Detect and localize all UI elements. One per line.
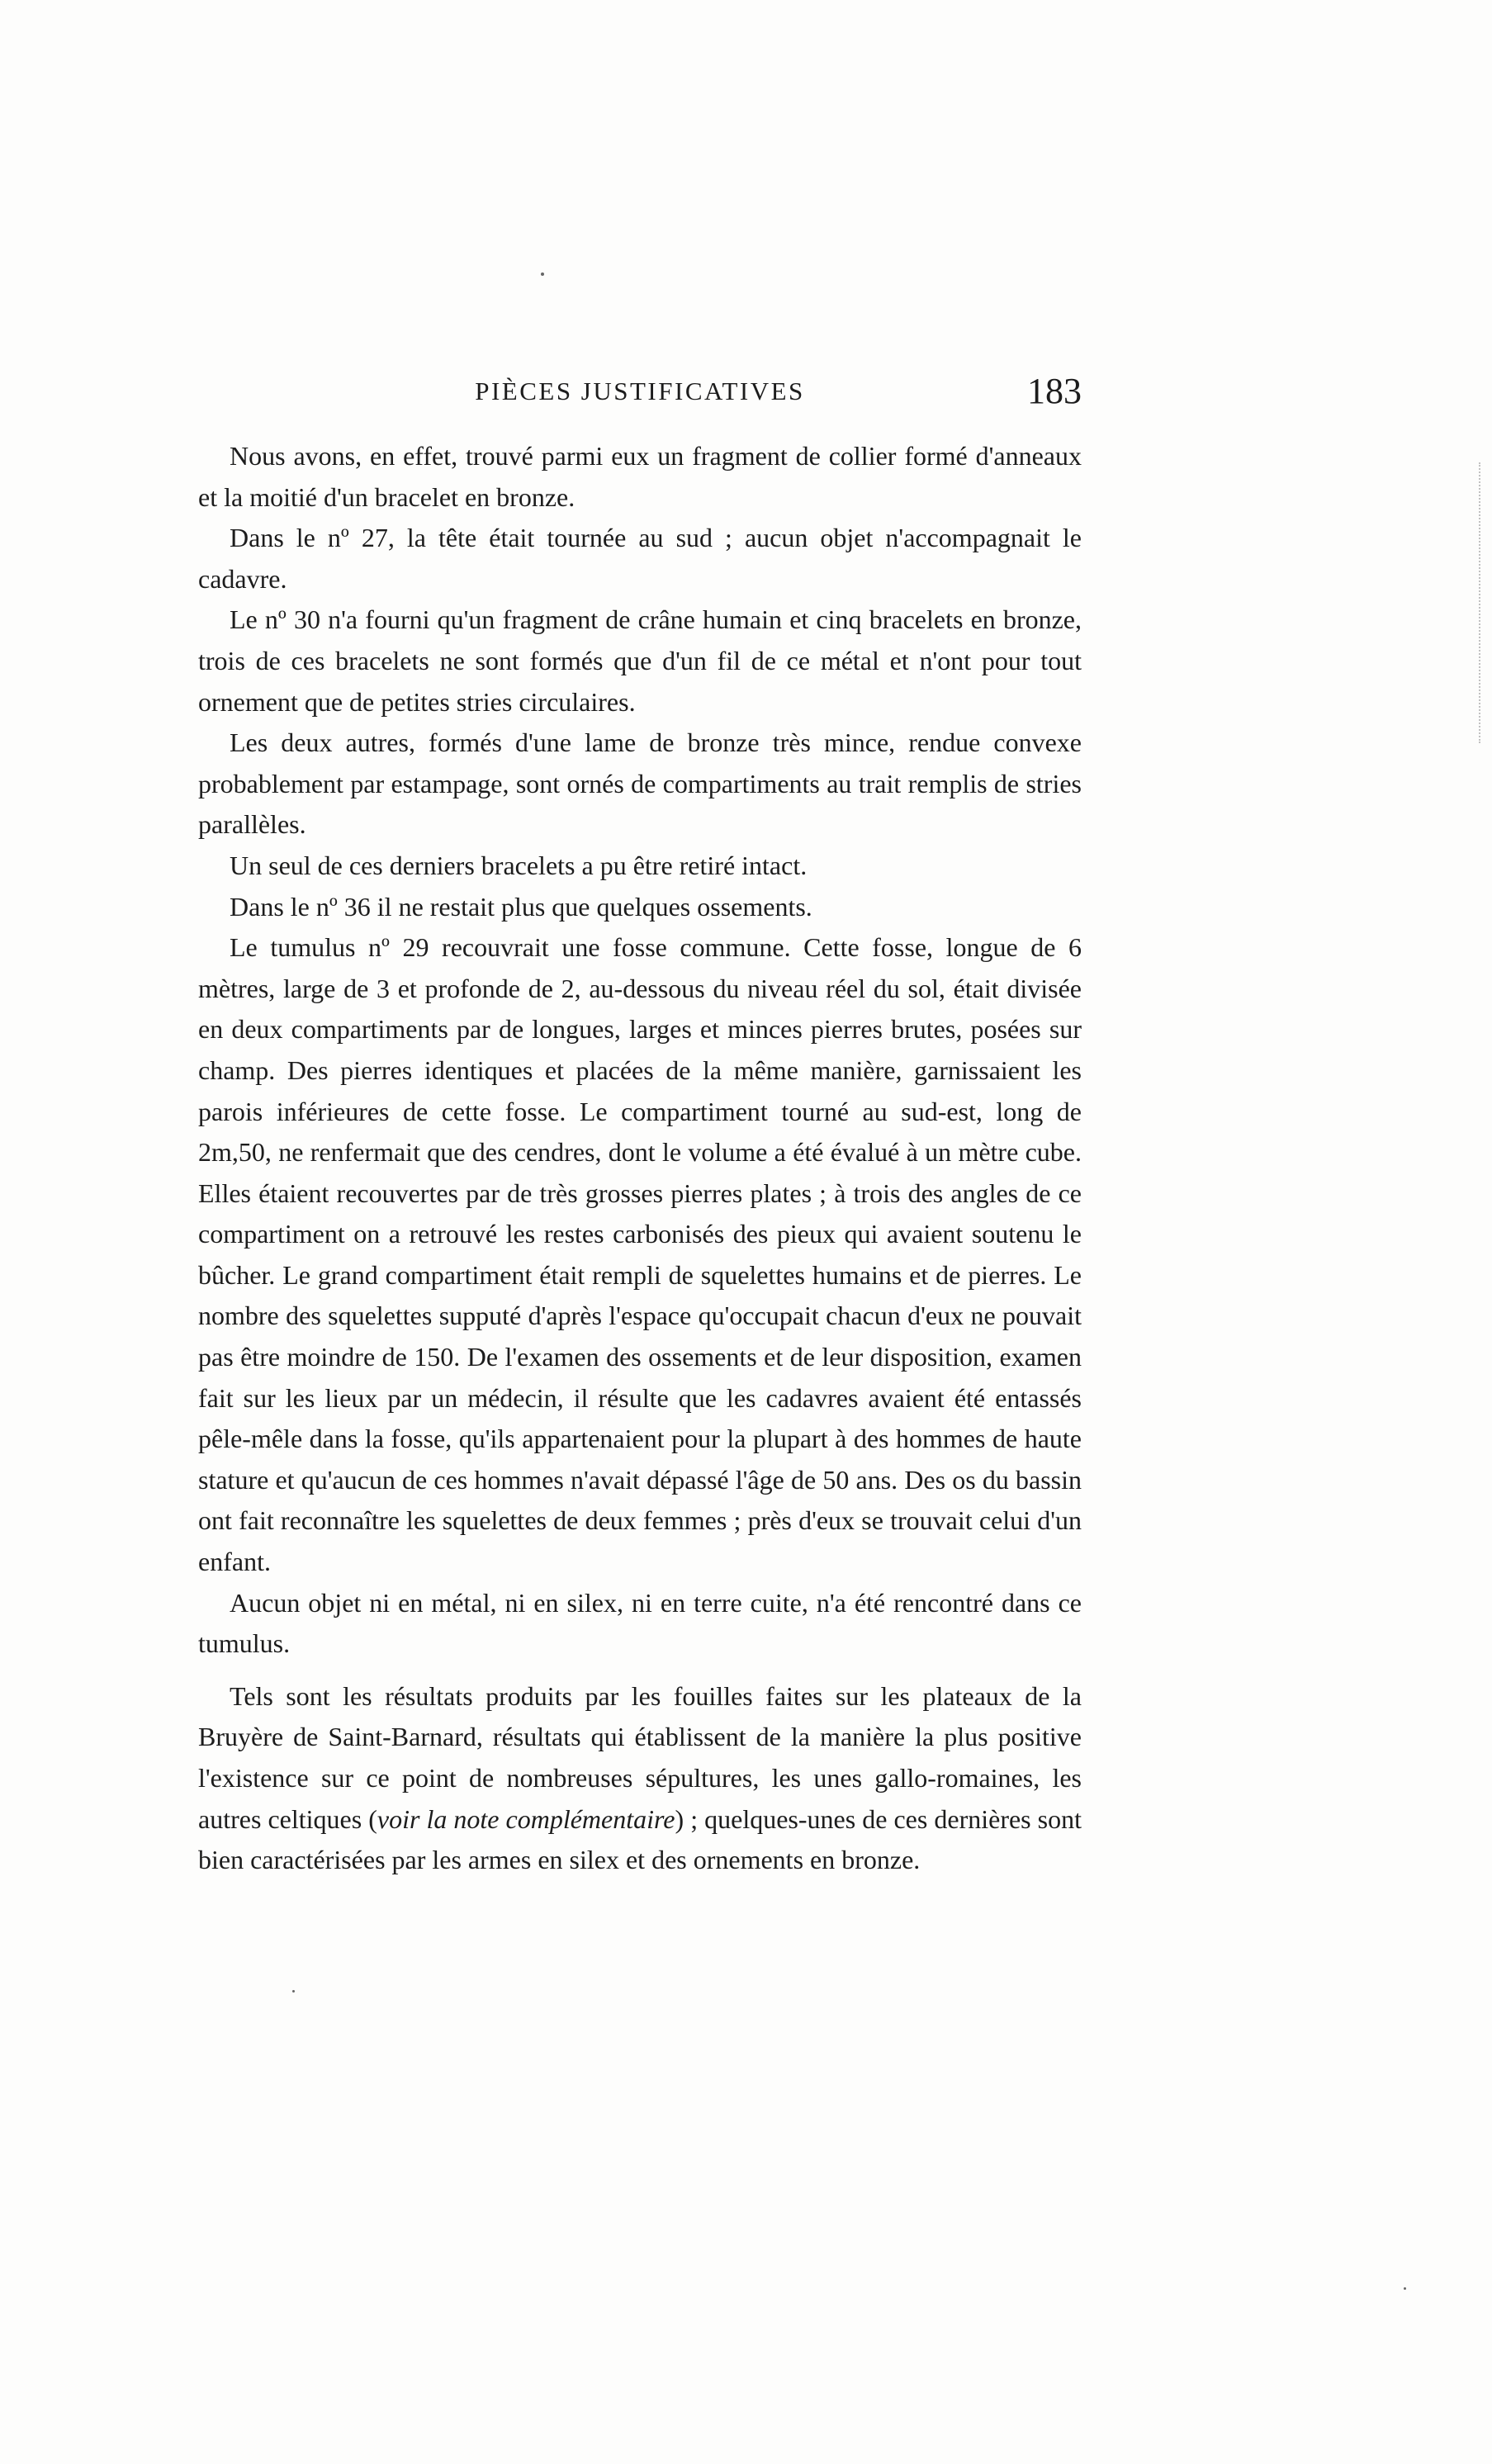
paragraph-8: Aucun objet ni en métal, ni en silex, ni en terre cuite, n'a été rencontré dans ce tumulus. — [198, 1587, 1082, 1659]
paragraph-2: Dans le nº 27, la tête était tournée au sud ; aucun objet n'accompagnait le cadavre. — [198, 523, 1082, 594]
ink-speck — [1404, 2287, 1406, 2290]
paragraph-4: Les deux autres, formés d'une lame de bronze très mince, rendue convexe probablement par estampage, sont ornés de compartiments au trait remplis de stries parallèles. — [198, 727, 1082, 840]
italic-note-reference: voir la note complémentaire — [377, 1803, 675, 1834]
paragraph-5: Un seul de ces derniers bracelets a pu être retiré intact. — [230, 850, 808, 880]
paragraph-9 — [198, 1676, 1082, 1881]
page-edge-marks — [1479, 462, 1492, 743]
ink-speck — [292, 1990, 295, 1993]
paragraph-3: Le nº 30 n'a fourni qu'un fragment de crâne humain et cinq bracelets en bronze, trois de ces bracelets ne sont formés que d'un fil de ce métal et n'ont pour tout ornement que de petites stries circulaires. — [198, 604, 1082, 717]
body-text — [198, 436, 1082, 1881]
paragraph-9-text-start: Tels sont les résultats produits par les fouilles faites sur les plateaux de la Bruyère de Saint-Barnard, résultats qui établissent de la manière la plus positive l'existence sur ce point de nombreuses sépultures, les unes gallo-romaines, les autres celtiques ( — [198, 1680, 1082, 1834]
paragraph-6: Dans le nº 36 il ne restait plus que quelques ossements. — [230, 891, 812, 922]
running-head — [198, 370, 1082, 419]
ink-speck — [541, 272, 544, 276]
running-title: PIÈCES JUSTIFICATIVES — [475, 377, 805, 405]
page-number: 183 — [1027, 371, 1082, 411]
paragraph-7: Le tumulus nº 29 recouvrait une fosse commune. Cette fosse, longue de 6 mètres, large de 3 et profonde de 2, au-dessous du niveau réel du sol, était divisée en deux compartiments par de longues, larges et minces pierres brutes, posées sur champ. Des pierres identiques et placées de la même manière, garnissaient les parois inférieures de cette fosse. Le compartiment tourné au sud-est, long de 2m,50, ne renfermait que des cendres, dont le volume a été évalué à un mètre cube. Elles étaient recouvertes par de très grosses pierres plates ; à trois des angles de ce compartiment on a retrouvé les restes carbonisés des pieux qui avaient soutenu le bûcher. Le grand compartiment était rempli de squelettes humains et de pierres. Le nombre des squelettes supputé d'après l'espace qu'occupait chacun d'eux ne pouvait pas être moindre de 150. De l'examen des ossements et de leur disposition, examen fait sur les lieux par un médecin, il résulte que les cadavres avaient été entassés pêle-mêle dans la fosse, qu'ils appartenaient pour la plupart à des hommes de haute stature et qu'aucun de ces hommes n'avait dépassé l'âge de 50 ans. Des os du bassin ont fait reconnaître les squelettes de deux femmes ; près d'eux se trouvait celui d'un enfant. — [198, 932, 1082, 1577]
paragraph-1: Nous avons, en effet, trouvé parmi eux un fragment de collier formé d'anneaux et la moitié d'un bracelet en bronze. — [198, 441, 1082, 512]
paragraph-9-text-end: ) ; quelques-unes de ces dernières sont bien caractérisées par les armes en silex et des ornements en bronze. — [198, 1803, 1082, 1875]
